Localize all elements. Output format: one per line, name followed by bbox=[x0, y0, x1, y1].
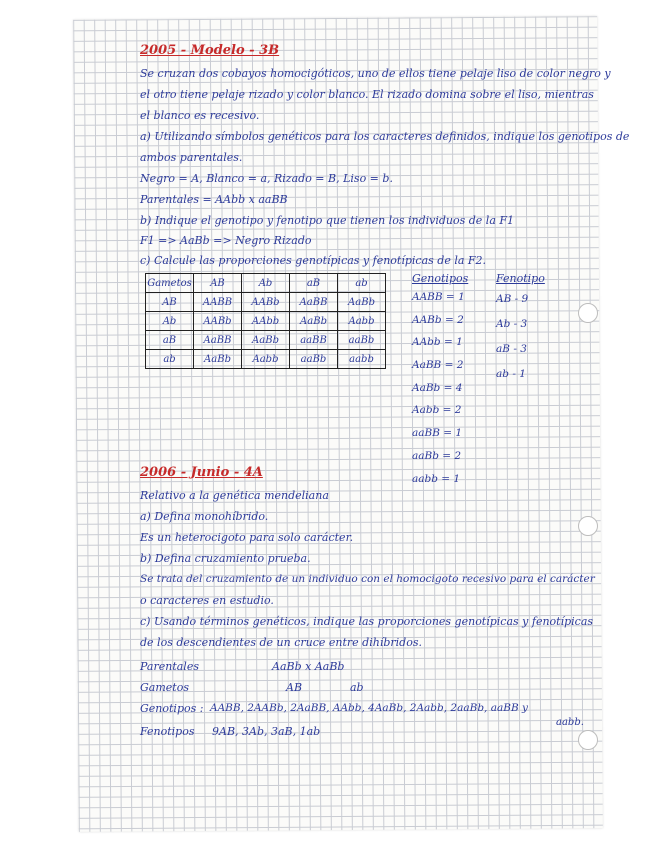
table-cell: AB bbox=[194, 274, 242, 293]
text-line: Negro = A, Blanco = a, Rizado = B, Liso = b. bbox=[140, 172, 393, 185]
table-row bbox=[146, 350, 386, 369]
genotipos-tail: aabb. bbox=[556, 717, 584, 728]
parentales-value: AaBb x AaBb bbox=[272, 660, 345, 673]
genotipos-list bbox=[412, 292, 465, 496]
list-item: Aabb = 2 bbox=[412, 404, 462, 417]
table-cell: AaBB bbox=[290, 293, 338, 312]
text-line: a) Utilizando símbolos genéticos para los caracteres definidos, indique los genotipos de bbox=[140, 130, 630, 143]
gametos-value: AB bbox=[286, 681, 303, 694]
gametos-label: Gametos bbox=[140, 681, 189, 694]
list-item: aaBB = 1 bbox=[412, 427, 463, 440]
text-line: o caracteres en estudio. bbox=[140, 594, 274, 607]
table-cell: aaBb bbox=[290, 350, 338, 369]
text-line: de los descendientes de un cruce entre dihíbridos. bbox=[140, 636, 422, 649]
list-item: AB - 9 bbox=[496, 293, 529, 305]
binder-hole bbox=[578, 516, 598, 536]
text-line: c) Calcule las proporciones genotípicas y fenotípicas de la F2. bbox=[140, 254, 487, 267]
text-line: b) Indique el genotipo y fenotipo que tienen los individuos de la F1 bbox=[140, 214, 515, 227]
table-row bbox=[146, 274, 386, 293]
table-cell: Gametos bbox=[146, 274, 194, 293]
section-title: 2006 - Junio - 4A bbox=[140, 465, 263, 480]
table-cell: AaBb bbox=[290, 312, 338, 331]
fenotipo-header: Fenotipo bbox=[496, 272, 545, 285]
fenotipos-list bbox=[496, 294, 528, 394]
table-cell: Ab bbox=[146, 312, 194, 331]
table-cell: AABb bbox=[242, 293, 290, 312]
text-line: Relativo a la genética mendeliana bbox=[140, 489, 329, 502]
table-row bbox=[146, 331, 386, 350]
list-item: aB - 3 bbox=[496, 343, 527, 355]
table-cell: AAbb bbox=[242, 312, 290, 331]
text-line: c) Usando términos genéticos, indique las proporciones genotípicas y fenotípicas bbox=[140, 615, 594, 628]
genotipos-value: AABB, 2AABb, 2AaBB, AAbb, 4AaBb, 2Aabb, 2aaBb, aaBB y bbox=[210, 702, 528, 714]
list-item: ab - 1 bbox=[496, 368, 526, 380]
table-cell: AaBb bbox=[242, 331, 290, 350]
table-cell: AABB bbox=[194, 293, 242, 312]
text-line: a) Defina monohíbrido. bbox=[140, 510, 269, 523]
parentales-label: Parentales bbox=[140, 660, 199, 673]
genotipos-header: Genotipos bbox=[412, 272, 469, 285]
gametos-value: ab bbox=[350, 681, 364, 694]
table-cell: ab bbox=[146, 350, 194, 369]
list-item: AaBB = 2 bbox=[412, 359, 464, 372]
table-cell: aB bbox=[146, 331, 194, 350]
table-cell: AaBb bbox=[194, 350, 242, 369]
table-cell: ab bbox=[338, 274, 386, 293]
table-row bbox=[146, 312, 386, 331]
table-cell: AaBB bbox=[194, 331, 242, 350]
table-cell: Ab bbox=[242, 274, 290, 293]
table-cell: aabb bbox=[338, 350, 386, 369]
text-line: Se cruzan dos cobayos homocigóticos, uno de ellos tiene pelaje liso de color negro y bbox=[140, 67, 611, 80]
list-item: aaBb = 2 bbox=[412, 449, 462, 462]
table-cell: AaBb bbox=[338, 293, 386, 312]
binder-hole bbox=[578, 730, 598, 750]
list-item: AAbb = 1 bbox=[412, 336, 463, 349]
binder-hole bbox=[578, 303, 598, 323]
fenotipos-label: Fenotipos bbox=[140, 725, 195, 738]
text-line: Parentales = AAbb x aaBB bbox=[140, 193, 288, 206]
list-item: AABB = 1 bbox=[412, 291, 465, 303]
text-line: el otro tiene pelaje rizado y color blanco. El rizado domina sobre el liso, mientras bbox=[140, 88, 594, 101]
text-line: F1 => AaBb => Negro Rizado bbox=[140, 234, 312, 247]
table-cell: aB bbox=[290, 274, 338, 293]
table-cell: Aabb bbox=[242, 350, 290, 369]
table-cell: AABb bbox=[194, 312, 242, 331]
list-item: Ab - 3 bbox=[496, 318, 528, 330]
genotipos-label: Genotipos : bbox=[140, 702, 204, 715]
table-row bbox=[146, 293, 386, 312]
punnett-square bbox=[145, 273, 386, 369]
fenotipos-value: 9AB, 3Ab, 3aB, 1ab bbox=[212, 725, 321, 738]
text-line: Se trata del cruzamiento de un individuo con el homocigoto recesivo para el carácter bbox=[140, 573, 595, 585]
text-line: b) Defina cruzamiento prueba. bbox=[140, 552, 311, 565]
text-line: Es un heterocigoto para solo carácter. bbox=[140, 531, 354, 544]
section-title: 2005 - Modelo - 3B bbox=[140, 43, 280, 58]
table-cell: AB bbox=[146, 293, 194, 312]
table-cell: Aabb bbox=[338, 312, 386, 331]
text-line: el blanco es recesivo. bbox=[140, 109, 260, 122]
list-item: AaBb = 4 bbox=[412, 381, 463, 394]
list-item: AABb = 2 bbox=[412, 313, 464, 326]
list-item: aabb = 1 bbox=[412, 472, 461, 485]
table-cell: aaBB bbox=[290, 331, 338, 350]
text-line: ambos parentales. bbox=[140, 151, 243, 164]
table-cell: aaBb bbox=[338, 331, 386, 350]
